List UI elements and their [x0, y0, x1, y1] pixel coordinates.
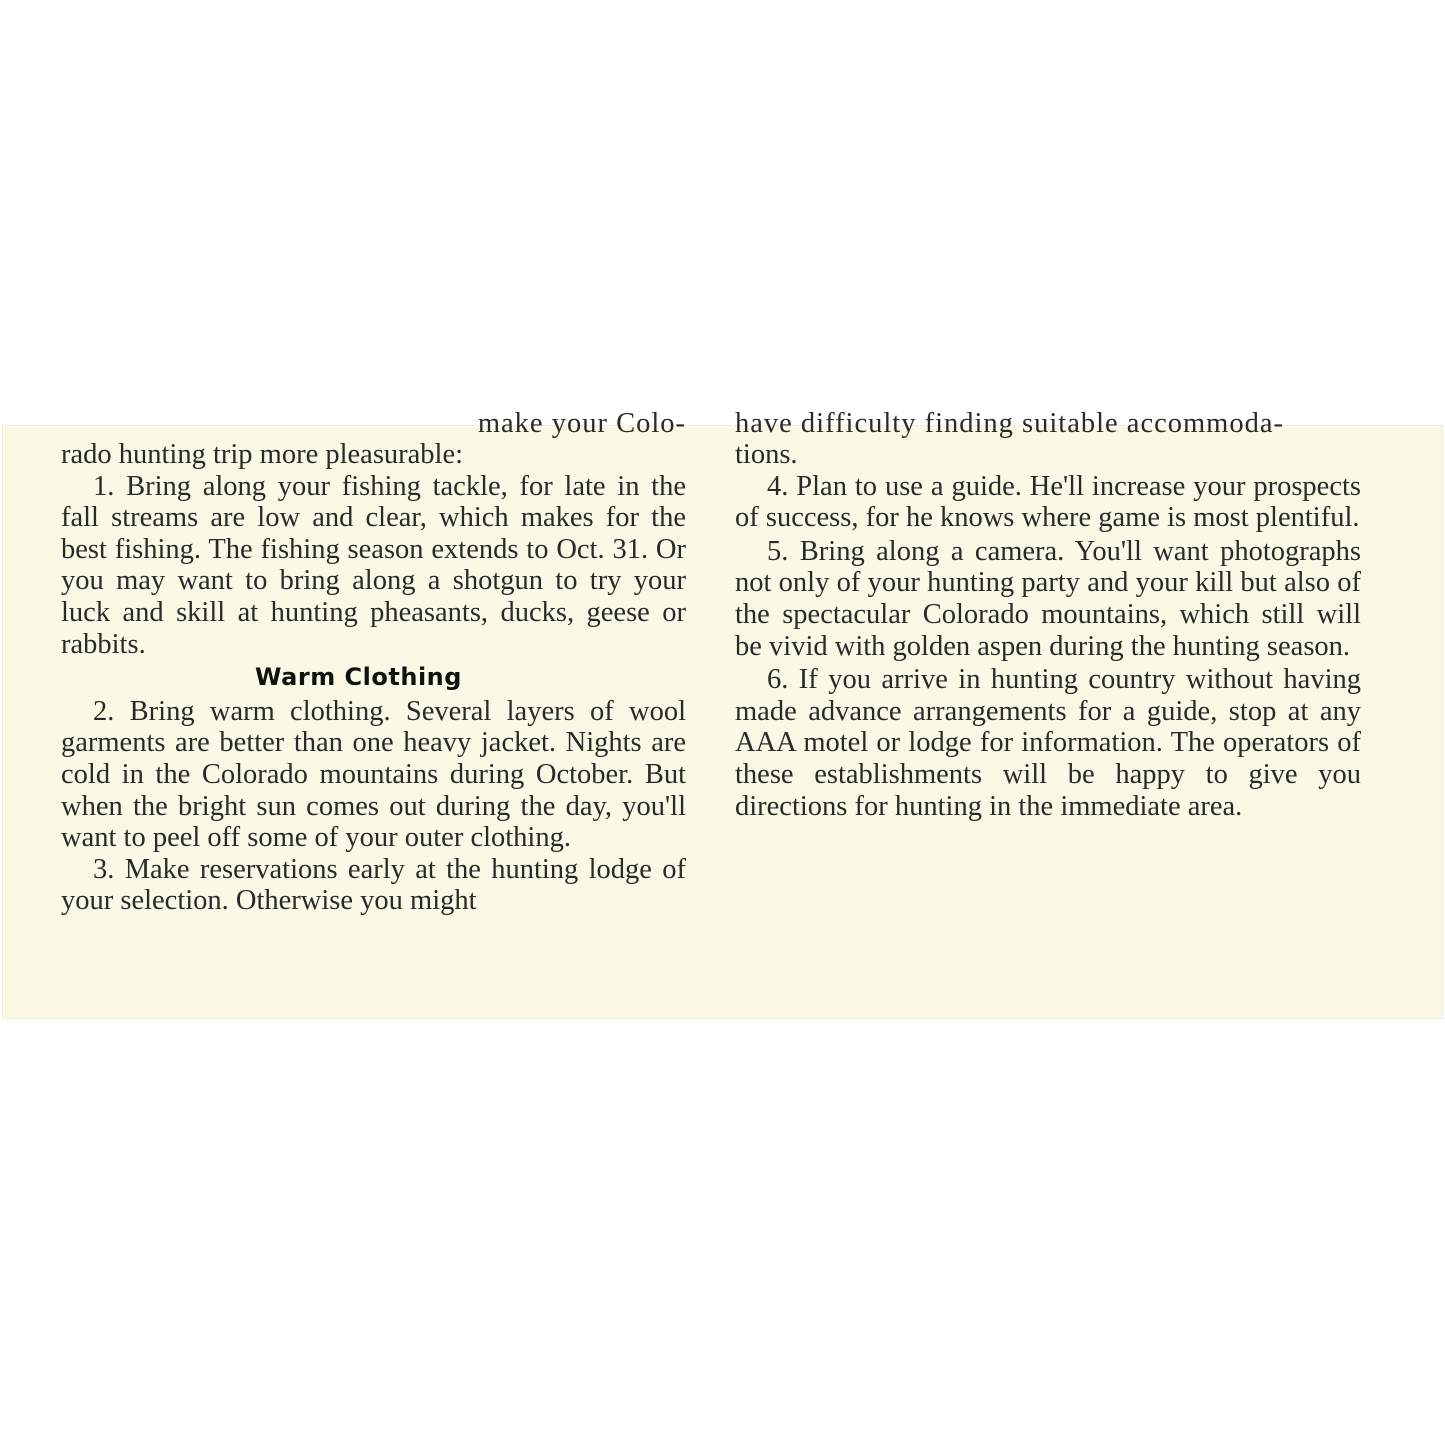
cut-off-line — [61, 408, 686, 439]
article-clipping — [2, 408, 1443, 1019]
cut-off-line — [735, 408, 1361, 439]
tip-6: 6. If you arrive in hunting country without having made advance arrangements for a guide, stop at any AAA motel or lodge for information. The operators of these establishments will be happy to give you directions for hunting in the immediate area. — [735, 664, 1361, 822]
tip-4: 4. Plan to use a guide. He'll increase your prospects of success, for he knows where game is most plentiful. — [735, 470, 1361, 534]
tip-1: 1. Bring along your fishing tackle, for late in the fall streams are low and clear, which makes for the best fishing. The fishing season extends to Oct. 31. Or you may want to bring along a shotgun to try your luck and skill at hunting pheasants, ducks, geese or rabbits. — [61, 470, 686, 660]
tip-3: 3. Make reservations early at the hunting lodge of your selection. Otherwise you might — [61, 853, 686, 917]
tip-2: 2. Bring warm clothing. Several layers of wool garments are better than one heavy jacket. Nights are cold in the Colorado mountains during October. But when the bright sun comes out during the day, you'll want to peel off some of your outer clothing. — [61, 695, 686, 854]
cut-off-text: make your Colo- — [477, 408, 686, 439]
intro-line: rado hunting trip more pleasurable: — [61, 439, 464, 470]
right-column — [735, 408, 1361, 822]
tip-5: 5. Bring along a camera. You'll want photographs not only of your hunting party and your kill but also of the spectacular Colorado mountains, which still will be vivid with golden aspen during the hunting season. — [735, 535, 1361, 662]
left-column — [61, 408, 686, 917]
cut-off-text: have difficulty finding suitable accommoda- — [735, 408, 1284, 439]
section-heading: Warm Clothing — [255, 663, 462, 692]
continuation-line: tions. — [735, 439, 798, 470]
